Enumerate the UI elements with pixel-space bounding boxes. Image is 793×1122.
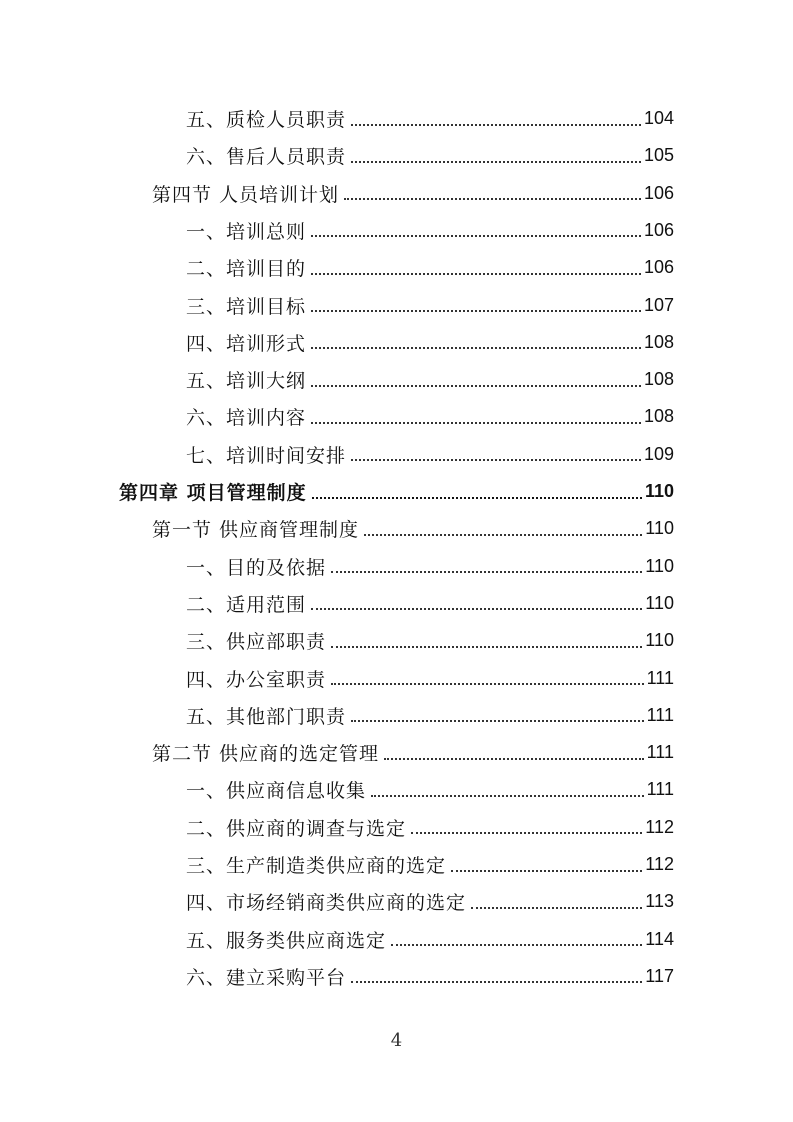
- toc-entry: [0, 958, 793, 995]
- toc-entry-page-number: 108: [643, 331, 674, 352]
- toc-entry-page-number: 106: [643, 182, 674, 203]
- toc-entry-page-number: 113: [645, 891, 674, 912]
- toc-entry: [0, 585, 793, 622]
- toc-entry-page-number: 106: [643, 219, 674, 240]
- toc-dot-leader: [331, 571, 642, 573]
- toc-dot-leader: [331, 646, 642, 648]
- toc-dot-leader: [384, 758, 644, 760]
- toc-entry-page-number: 110: [645, 555, 674, 576]
- page-number: 4: [390, 1030, 403, 1051]
- toc-entry-link[interactable]: [186, 809, 674, 846]
- toc-entry-page-number: 111: [646, 742, 674, 763]
- toc-entry-link[interactable]: [186, 324, 674, 361]
- toc-entry-title: 二、培训目的: [186, 258, 307, 281]
- toc-dot-leader: [471, 907, 642, 909]
- toc-entry-link[interactable]: [186, 436, 674, 473]
- toc-entry-page-number: 110: [645, 630, 674, 651]
- toc-entry-link[interactable]: [152, 175, 674, 212]
- toc-entry-page-number: 104: [643, 108, 674, 128]
- toc-entry-link[interactable]: [186, 921, 674, 958]
- toc-entry-link[interactable]: [186, 846, 674, 883]
- toc-entry: [0, 398, 793, 435]
- toc-entry-title: 六、售后人员职责: [186, 146, 347, 169]
- toc-entry-link[interactable]: [186, 249, 674, 286]
- toc-entry-page-number: 111: [646, 667, 674, 688]
- toc-entry-title: 第四章 项目管理制度: [119, 482, 307, 504]
- toc-dot-leader: [451, 870, 642, 872]
- toc-entry-page-number: 105: [643, 145, 674, 166]
- toc-entry-title: 五、其他部门职责: [186, 705, 347, 728]
- toc-entry: [0, 324, 793, 361]
- toc-entry-page-number: 117: [645, 965, 674, 986]
- toc-entry: [0, 100, 793, 137]
- toc-entry-link[interactable]: [186, 697, 674, 734]
- toc-entry-title: 三、生产制造类供应商的选定: [186, 855, 447, 877]
- toc-entry-title: 七、培训时间安排: [186, 444, 347, 467]
- toc-dot-leader: [351, 459, 641, 461]
- toc-entry-link[interactable]: [152, 510, 674, 547]
- toc-entry-link[interactable]: [186, 958, 674, 995]
- toc-entry-title: 一、供应商信息收集: [186, 780, 367, 803]
- toc-entry-link[interactable]: [186, 883, 674, 920]
- toc-dot-leader: [311, 273, 641, 275]
- toc-entry-link[interactable]: [119, 473, 674, 510]
- toc-entry-title: 五、服务类供应商选定: [186, 929, 387, 952]
- toc-entry-title: 第一节 供应商管理制度: [152, 519, 360, 542]
- toc-dot-leader: [351, 981, 642, 983]
- toc-entry-title: 第四节 人员培训计划: [152, 183, 340, 206]
- toc-entry: [0, 846, 793, 883]
- toc-entry: [0, 212, 793, 249]
- toc-dot-leader: [371, 795, 644, 797]
- toc-entry-page-number: 107: [643, 294, 674, 315]
- toc-entry-title: 第二节 供应商的选定管理: [152, 743, 380, 766]
- toc-entry: [0, 697, 793, 734]
- toc-entry-link[interactable]: [186, 622, 674, 659]
- toc-entry: [0, 510, 793, 547]
- toc-entry: [0, 660, 793, 697]
- toc-entry: [0, 137, 793, 174]
- toc-dot-leader: [311, 422, 641, 424]
- toc-entry: [0, 361, 793, 398]
- toc-entry-page-number: 111: [646, 779, 674, 800]
- toc-entry-title: 二、适用范围: [186, 593, 307, 616]
- toc-entry-title: 五、质检人员职责: [186, 109, 347, 131]
- toc-dot-leader: [331, 683, 644, 685]
- toc-entry-page-number: 109: [643, 443, 674, 464]
- toc-entry-title: 五、培训大纲: [186, 370, 307, 393]
- toc-entry-link[interactable]: [186, 287, 674, 324]
- toc-dot-leader: [391, 944, 642, 946]
- toc-dot-leader: [311, 385, 641, 387]
- toc-entry: [0, 287, 793, 324]
- toc-entry: [0, 771, 793, 808]
- toc-entry-title: 四、培训形式: [186, 332, 307, 355]
- toc-entry: [0, 249, 793, 286]
- toc-entry-link[interactable]: [186, 585, 674, 622]
- toc-dot-leader: [411, 832, 642, 834]
- toc-entry: [0, 548, 793, 585]
- toc-entry-link[interactable]: [186, 548, 674, 585]
- toc-entry-title: 四、市场经销商类供应商的选定: [186, 892, 467, 915]
- toc-dot-leader: [311, 235, 641, 237]
- toc-entry: [0, 921, 793, 958]
- toc-entry-page-number: 108: [643, 406, 674, 427]
- toc-entry-title: 三、培训目标: [186, 295, 307, 318]
- toc-dot-leader: [312, 497, 642, 499]
- toc-dot-leader: [351, 161, 641, 163]
- toc-entry-link[interactable]: [186, 212, 674, 249]
- toc-entry: [0, 175, 793, 212]
- toc-dot-leader: [351, 720, 644, 722]
- toc-dot-leader: [351, 124, 641, 126]
- toc-entry: [0, 436, 793, 473]
- toc-entry-page-number: 110: [644, 481, 674, 501]
- toc-entry-page-number: 108: [643, 369, 674, 390]
- toc-entry-page-number: 112: [645, 854, 674, 874]
- toc-entry-page-number: 110: [645, 592, 674, 613]
- toc-entry-title: 四、办公室职责: [186, 668, 327, 691]
- toc-entry-title: 六、建立采购平台: [186, 966, 347, 989]
- toc-entry-title: 六、培训内容: [186, 407, 307, 430]
- toc-dot-leader: [311, 347, 641, 349]
- toc-dot-leader: [311, 608, 642, 610]
- toc-entry-page-number: 114: [645, 928, 674, 949]
- toc-entry-page-number: 111: [646, 704, 674, 725]
- toc-entry-page-number: 110: [645, 518, 674, 539]
- toc-entry: [0, 883, 793, 920]
- toc-entry-link[interactable]: [152, 734, 674, 771]
- toc-entry: [0, 809, 793, 846]
- toc-entry-link[interactable]: [186, 660, 674, 697]
- toc-dot-leader: [364, 534, 642, 536]
- toc-dot-leader: [344, 198, 641, 200]
- toc-entry: [0, 622, 793, 659]
- toc-entry-link[interactable]: [186, 771, 674, 808]
- toc-entry-link[interactable]: [186, 398, 674, 435]
- toc-entry-title: 一、培训总则: [186, 220, 307, 243]
- toc-entry-page-number: 106: [643, 257, 674, 278]
- toc-entry-title: 二、供应商的调查与选定: [186, 817, 407, 840]
- toc-entry: [0, 734, 793, 771]
- toc-entry: [0, 473, 793, 510]
- toc-entry-link[interactable]: [186, 137, 674, 174]
- toc-entry-title: 一、目的及依据: [186, 556, 327, 579]
- toc-entry-page-number: 112: [645, 816, 674, 837]
- toc-entry-link[interactable]: [186, 361, 674, 398]
- toc-entry-link[interactable]: [186, 100, 674, 137]
- toc-dot-leader: [311, 310, 641, 312]
- toc-entry-title: 三、供应部职责: [186, 631, 327, 654]
